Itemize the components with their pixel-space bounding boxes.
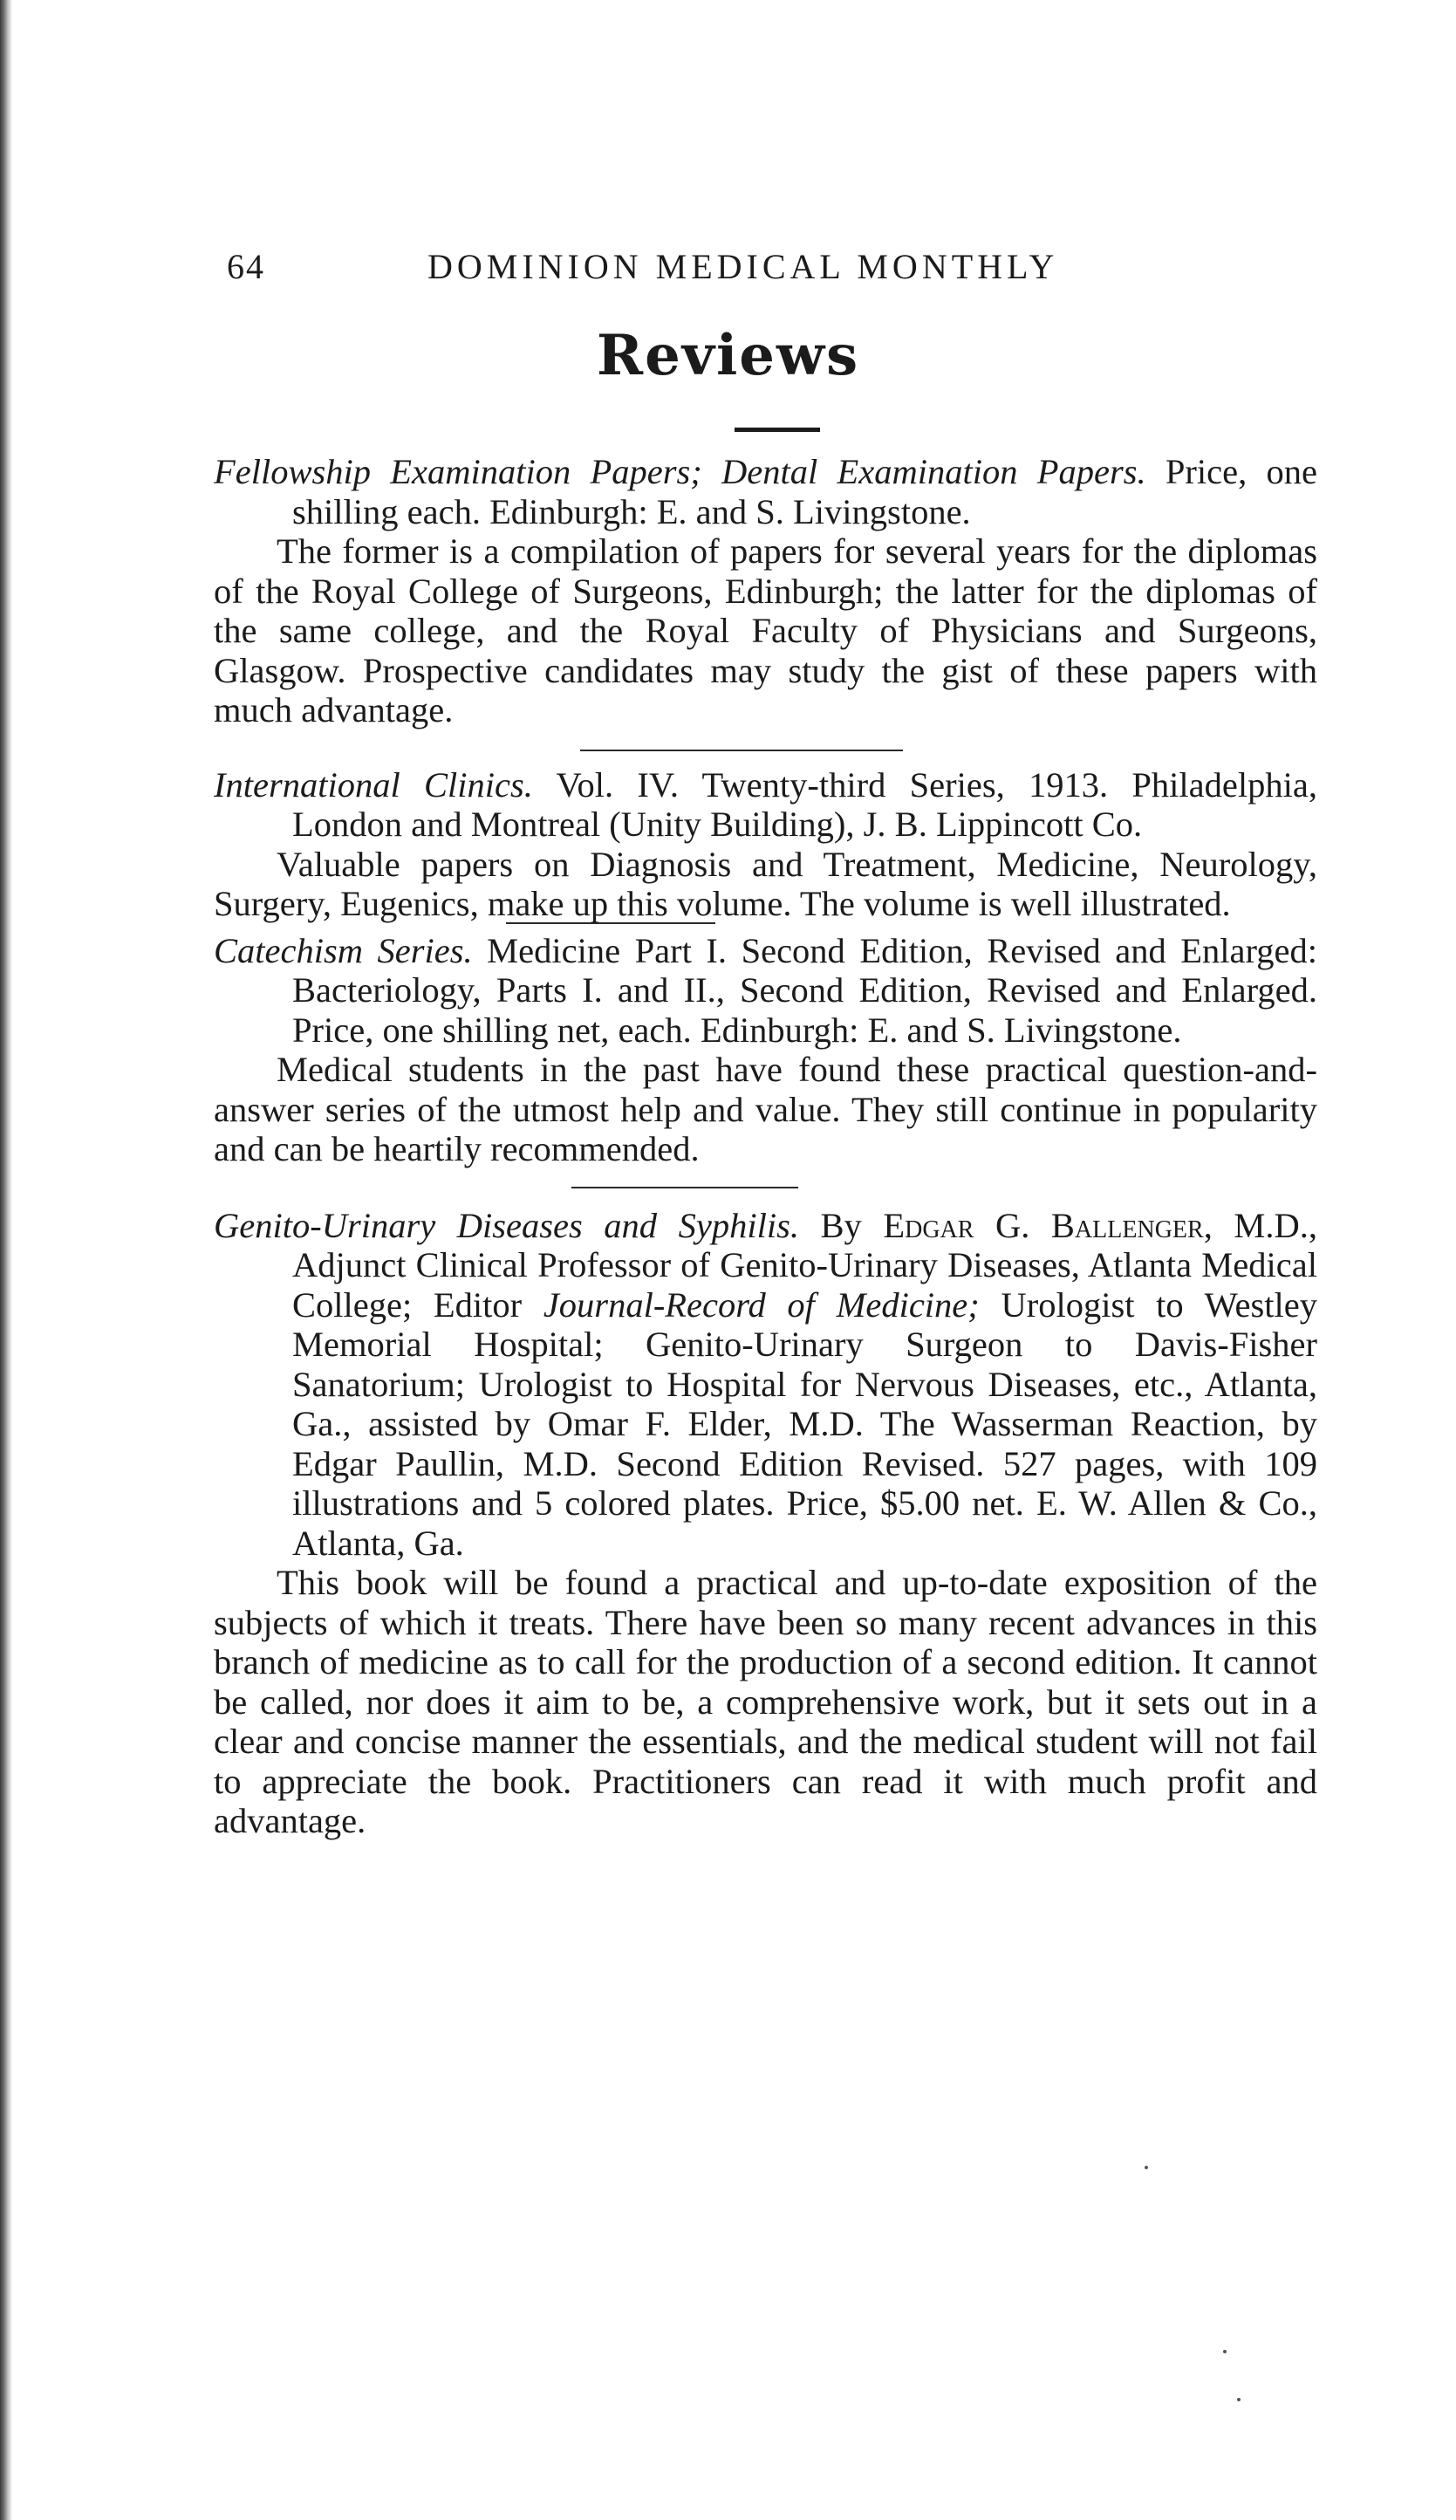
page-header xyxy=(227,246,1317,290)
review-citation xyxy=(214,1206,1317,1564)
review-title: Genito-Urinary Diseases and Syphilis. xyxy=(214,1205,799,1245)
reviews-content xyxy=(214,452,1317,1841)
print-speck xyxy=(1145,2166,1148,2169)
section-title: Reviews xyxy=(596,323,860,388)
review-body: Valuable papers on Diagnosis and Treatment, Medicine, Neurology, Surgery, Eugenics, make up this volume. The volume is well illustrated. xyxy=(214,844,1317,923)
page-number: 64 xyxy=(227,247,265,286)
review-body: The former is a compilation of papers for several years for the diplomas of the Royal College of Surgeons, Edinburgh; the latter for the diplomas of the same college, and the Royal Faculty of Physicians and Surgeons, Glasgow. Prospective candidates may study the gist of these papers with much advantage. xyxy=(214,531,1317,729)
review-publication-details: Vol. IV. Twenty-third Series, 1913. Philadelphia, London and Montreal (Unity Building), J. B. Lippincott Co. xyxy=(292,764,1317,844)
review-citation xyxy=(214,765,1317,845)
review-title: Catechism Series. xyxy=(214,930,473,970)
review-author: Edgar G. Ballenger xyxy=(883,1205,1204,1245)
review-citation xyxy=(214,931,1317,1051)
print-speck xyxy=(1237,2398,1241,2401)
review-by: By xyxy=(820,1205,862,1245)
review-separator xyxy=(571,1187,798,1188)
review-publication-details: Price, one shilling each. Edinburgh: E. and S. Livingstone. xyxy=(292,452,1317,531)
review-separator xyxy=(580,750,903,751)
title-rule xyxy=(735,428,820,432)
review-publication-details: , M.D., Adjunct Clinical Professor of Genito-Urinary Diseases, Atlanta Medical College; Editor xyxy=(292,1205,1318,1325)
print-speck xyxy=(1223,2350,1227,2353)
review-body: This book will be found a practical and up-to-date exposition of the subjects of which it treats. There have been so many recent advances in this branch of medicine as to call for the production of a second edition. It cannot be called, nor does it aim to be, a comprehensive work, but it sets out in a clear and concise manner the essentials, and the medical student will not fail to appreciate the book. Practitioners can read it with much profit and advantage. xyxy=(214,1563,1317,1840)
review-item xyxy=(214,931,1317,1169)
review-item xyxy=(214,1206,1317,1841)
review-journal-title: Journal-Record of Medicine; xyxy=(543,1284,980,1325)
review-item xyxy=(214,452,1317,730)
running-title: DOMINION MEDICAL MONTHLY xyxy=(427,247,1059,286)
review-body: Medical students in the past have found these practical question-and-answer series of the utmost help and value. They still continue in popularity and can be heartily recommended. xyxy=(214,1050,1317,1168)
review-title: Fellowship Examination Papers; Dental Examination Papers. xyxy=(214,452,1146,491)
review-item xyxy=(214,765,1317,924)
review-title: International Clinics. xyxy=(214,764,533,805)
review-publication-details: Medicine Part I. Second Edition, Revised and Enlarged: Bacteriology, Parts I. and II., Second Edition, Revised and Enlarged. Price, one shilling net, each. Edinburgh: E. and S. Livingstone. xyxy=(292,930,1317,1050)
review-publication-details: Urologist to Westley Memorial Hospital; Genito-Urinary Surgeon to Davis-Fisher Sanatorium; Urologist to Hospital for Nervous Diseases, etc., Atlanta, Ga., assisted by Omar F. Elder, M.D. The Wasserman Reaction, by Edgar Paullin, M.D. Second Edition Revised. 527 pages, with 109 illustrations and 5 colored plates. Price, $5.00 net. E. W. Allen & Co., Atlanta, Ga. xyxy=(292,1284,1318,1563)
review-citation xyxy=(214,452,1317,531)
